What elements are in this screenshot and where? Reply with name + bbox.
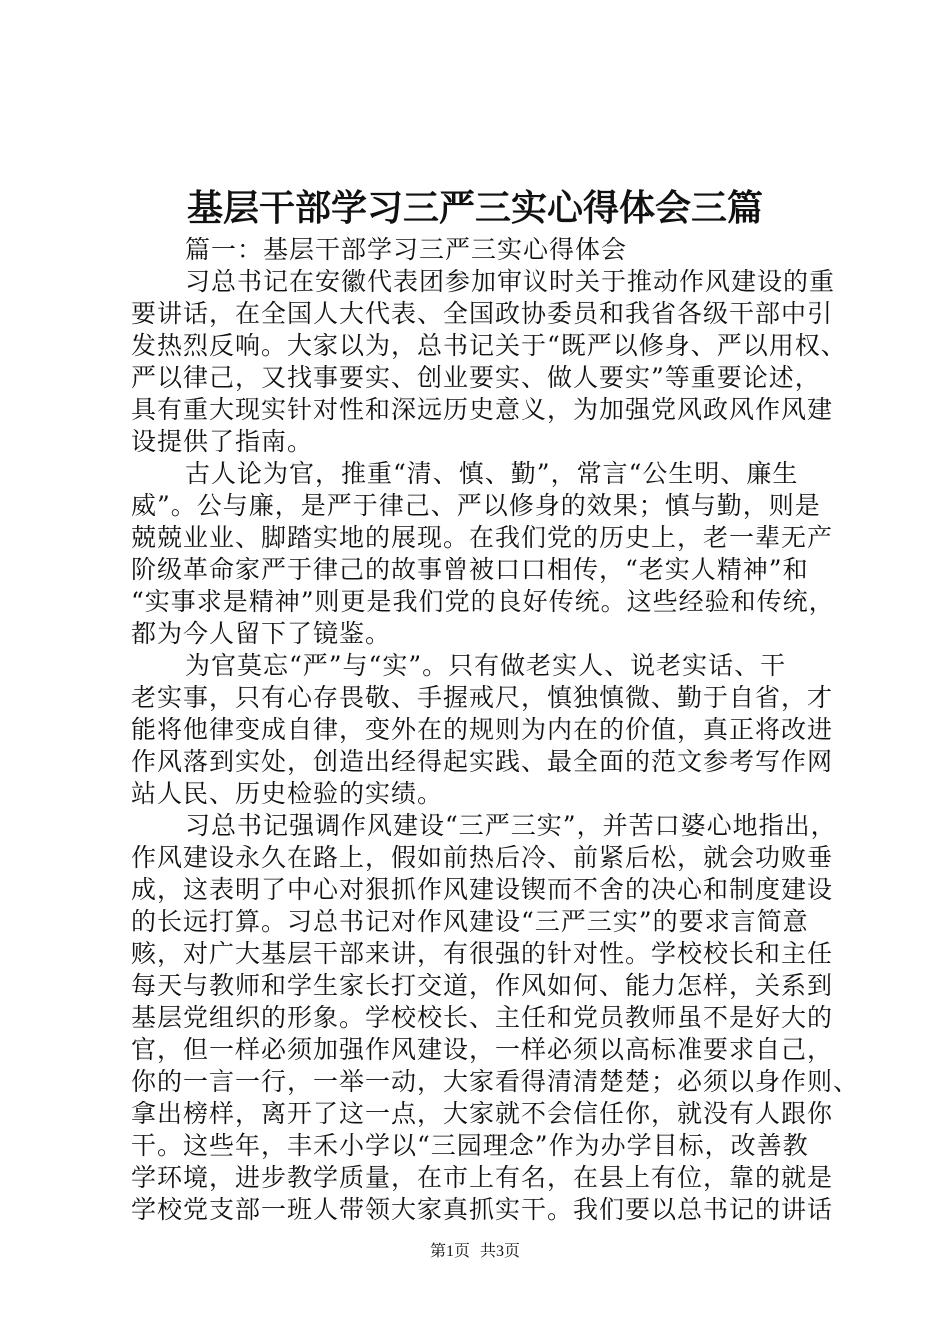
paragraph-line: 赅，对广大基层干部来讲，有很强的针对性。学校校长和主任	[131, 939, 834, 968]
paragraph-line: 学校党支部一班人带领大家真抓实干。我们要以总书记的讲话	[131, 1195, 834, 1224]
paragraph-line: 成，这表明了中心对狠抓作风建设锲而不舍的决心和制度建设	[131, 875, 834, 904]
paragraph-line: 严以律己，又找事要实、创业要实、做人要实”等重要论述，	[131, 363, 821, 392]
paragraph-line: 站人民、历史检验的实绩。	[131, 779, 444, 808]
paragraph-line: 作风落到实处，创造出经得起实践、最全面的范文参考写作网	[131, 747, 834, 776]
paragraph-line: 习总书记强调作风建设“三严三实”，并苦口婆心地指出，	[185, 811, 837, 840]
page-total: 共3页	[480, 1243, 521, 1260]
paragraph-line: 每天与教师和学生家长打交道，作风如何、能力怎样，关系到	[131, 971, 834, 1000]
paragraph-line: 兢兢业业、脚踏实地的展现。在我们党的历史上，老一辈无产	[131, 523, 834, 552]
paragraph-line: 的长远打算。习总书记对作风建设“三严三实”的要求言简意	[131, 907, 809, 936]
paragraph-line: 习总书记在安徽代表团参加审议时关于推动作风建设的重	[185, 267, 836, 296]
paragraph-line: 能将他律变成自律，变外在的规则为内在的价值，真正将改进	[131, 715, 834, 744]
paragraph-line: 官，但一样必须加强作风建设，一样必须以高标准要求自己，	[131, 1035, 834, 1064]
paragraph-line: 古人论为官，推重“清、慎、勤”，常言“公生明、廉生	[185, 459, 799, 488]
paragraph-line: 你的一言一行，一举一动，大家看得清清楚楚；必须以身作则、	[131, 1067, 860, 1096]
paragraph-line: 发热烈反响。大家以为，总书记关于“既严以修身、严以用权、	[131, 331, 847, 360]
paragraph-line: 威”。公与廉，是严于律己、严以修身的效果；慎与勤，则是	[131, 491, 821, 520]
paragraph-line: 阶级革命家严于律己的故事曾被口口相传，“老实人精神”和	[131, 555, 809, 584]
paragraph-line: 为官莫忘“严”与“实”。只有做老实人、说老实话、干	[185, 651, 787, 680]
document-title: 基层干部学习三严三实心得体会三篇	[186, 187, 763, 229]
page-footer	[0, 1240, 950, 1264]
page-number: 第1页	[429, 1243, 470, 1260]
paragraph-line: 设提供了指南。	[131, 427, 314, 456]
section-heading: 篇一：基层干部学习三严三实心得体会	[185, 235, 628, 264]
paragraph-line: 都为今人留下了镜鉴。	[131, 619, 392, 648]
paragraph-line: 具有重大现实针对性和深远历史意义，为加强党风政风作风建	[131, 395, 834, 424]
document-body	[131, 234, 860, 1226]
paragraph-line: 作风建设永久在路上，假如前热后冷、前紧后松，就会功败垂	[131, 843, 834, 872]
paragraph-line: 基层党组织的形象。学校校长、主任和党员教师虽不是好大的	[131, 1003, 834, 1032]
paragraph-line: 老实事，只有心存畏敬、手握戒尺，慎独慎微、勤于自省，才	[131, 683, 834, 712]
paragraph-line: 干。这些年，丰禾小学以“三园理念”作为办学目标，改善教	[131, 1131, 809, 1160]
paragraph-line: 学环境，进步教学质量，在市上有名，在县上有位，靠的就是	[131, 1163, 834, 1192]
paragraph-line: 拿出榜样，离开了这一点，大家就不会信任你，就没有人跟你	[131, 1099, 834, 1128]
paragraph-line: “实事求是精神”则更是我们党的良好传统。这些经验和传统，	[131, 587, 835, 616]
paragraph-line: 要讲话，在全国人大代表、全国政协委员和我省各级干部中引	[131, 299, 834, 328]
